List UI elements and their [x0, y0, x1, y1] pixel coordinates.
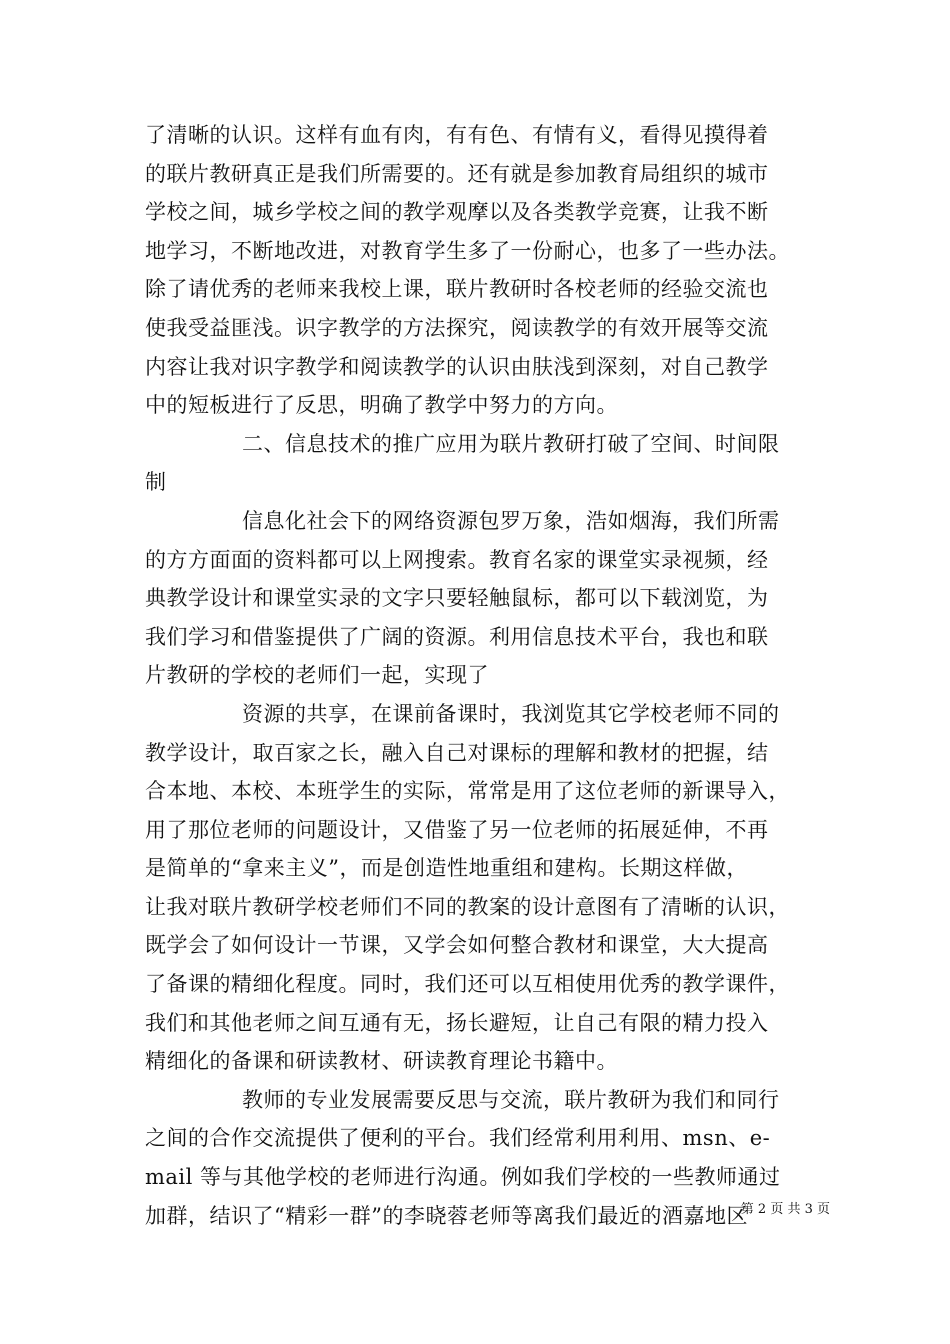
text-line: 之间的合作交流提供了便利的平台。我们经常利用利用、msn、e- [145, 1126, 771, 1151]
text-line: 制 [145, 470, 167, 495]
text-line: 教学设计，取百家之长，融入自己对课标的理解和教材的把握，结 [145, 740, 769, 765]
text-line: 是简单的“拿来主义”，而是创造性地重组和建构。长期这样做， [145, 856, 748, 881]
text-line: 片教研的学校的老师们一起，实现了 [145, 663, 489, 688]
text-line: 合本地、本校、本班学生的实际，常常是用了这位老师的新课导入， [145, 779, 790, 804]
paragraph-first-line: 资源的共享，在课前备课时，我浏览其它学校老师不同的 [242, 701, 780, 726]
text-line: 既学会了如何设计一节课，又学会如何整合教材和课堂，大大提高 [145, 933, 769, 958]
text-line: 加群，结识了“精彩一群”的李晓蓉老师等离我们最近的酒嘉地区 [145, 1203, 748, 1228]
text-line: 典教学设计和课堂实录的文字只要轻触鼠标，都可以下载浏览，为 [145, 586, 769, 611]
page-number-footer: 第 2 页 共 3 页 [740, 1202, 830, 1217]
text-line: 的联片教研真正是我们所需要的。还有就是参加教育局组织的城市 [145, 161, 769, 186]
paragraph-first-line: 信息化社会下的网络资源包罗万象，浩如烟海，我们所需 [242, 508, 780, 533]
paragraph-first-line: 二、信息技术的推广应用为联片教研打破了空间、时间限 [242, 431, 780, 456]
text-line: 我们学习和借鉴提供了广阔的资源。利用信息技术平台，我也和联 [145, 624, 769, 649]
text-line: 我们和其他老师之间互通有无，扬长避短，让自己有限的精力投入 [145, 1010, 769, 1035]
paragraph-first-line: 教师的专业发展需要反思与交流，联片教研为我们和同行 [242, 1087, 780, 1112]
text-line: 学校之间，城乡学校之间的教学观摩以及各类教学竞赛，让我不断 [145, 200, 769, 225]
body-text [145, 116, 825, 1235]
text-line: 了备课的精细化程度。同时，我们还可以互相使用优秀的教学课件， [145, 972, 790, 997]
text-line: 中的短板进行了反思，明确了教学中努力的方向。 [145, 393, 618, 418]
text-line: 的方方面面的资料都可以上网搜索。教育名家的课堂实录视频，经 [145, 547, 769, 572]
text-line: 用了那位老师的问题设计，又借鉴了另一位老师的拓展延伸，不再 [145, 817, 769, 842]
text-line: 内容让我对识字教学和阅读教学的认识由肤浅到深刻，对自己教学 [145, 354, 769, 379]
text-line: 了清晰的认识。这样有血有肉，有有色、有情有义，看得见摸得着 [145, 123, 769, 147]
text-line: 精细化的备课和研读教材、研读教育理论书籍中。 [145, 1049, 618, 1074]
text-line: 让我对联片教研学校老师们不同的教案的设计意图有了清晰的认识， [145, 894, 790, 919]
text-line: mail 等与其他学校的老师进行沟通。例如我们学校的一些教师通过 [145, 1165, 781, 1190]
text-line: 除了请优秀的老师来我校上课，联片教研时各校老师的经验交流也 [145, 277, 769, 302]
text-line: 地学习，不断地改进，对教育学生多了一份耐心，也多了一些办法。 [145, 238, 790, 263]
text-line: 使我受益匪浅。识字教学的方法探究，阅读教学的有效开展等交流 [145, 315, 769, 340]
